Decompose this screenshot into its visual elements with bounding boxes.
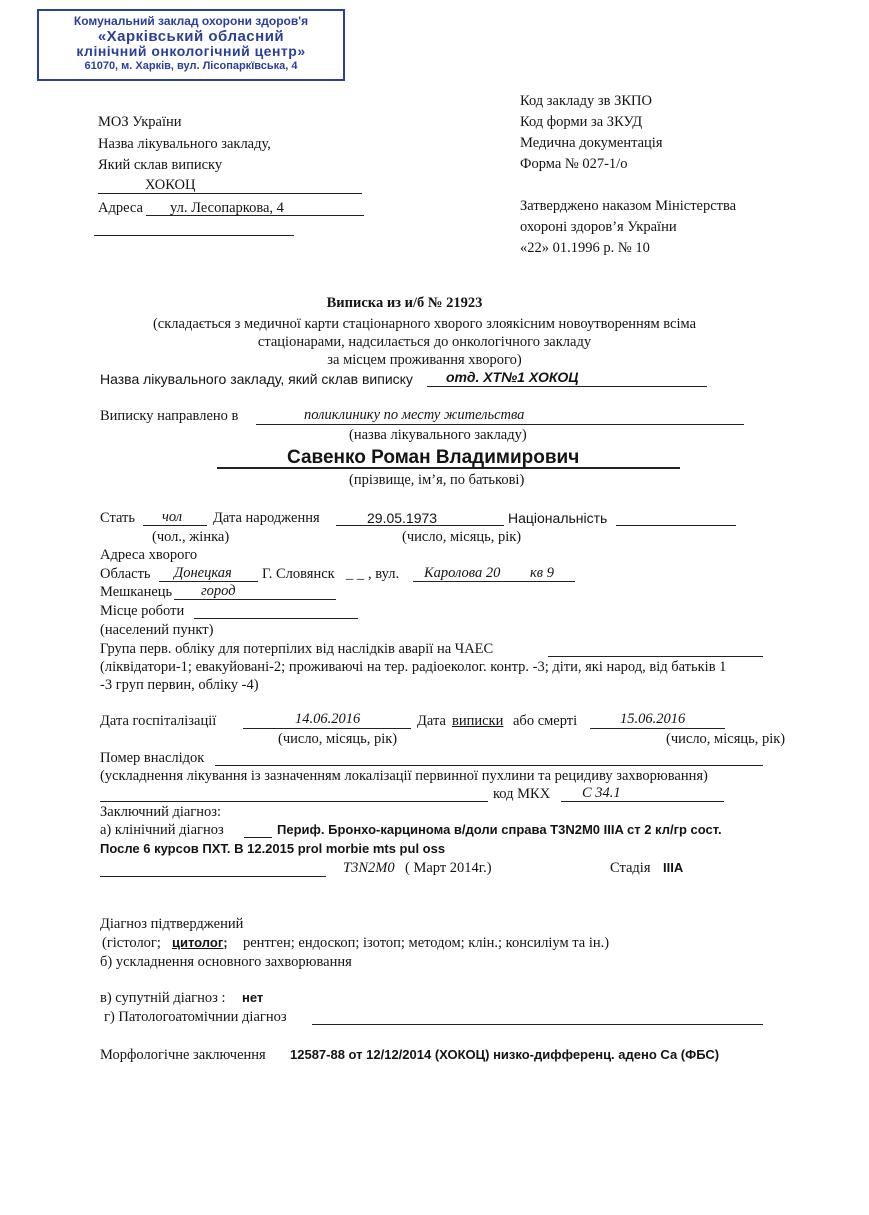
medical-docs-label: Медична документація (520, 135, 663, 151)
region-value: Донецкая (174, 565, 232, 581)
nationality-underline (616, 525, 736, 526)
stamp-line-2: «Харківський обласний (97, 28, 285, 45)
blank-line (94, 235, 294, 236)
stamp-line-4: 61070, м. Харків, вул. Лісопаркївська, 4 (84, 60, 298, 72)
institution-label: Назва лікувального закладу, (98, 136, 271, 152)
methods-histolog: (гістолог; (102, 935, 161, 951)
work-underline (194, 618, 358, 619)
zkpo-code-label: Код закладу зв ЗКПО (520, 93, 652, 109)
sent-to-value: поликлинику по месту жительства (304, 407, 525, 423)
patient-name-caption: (прізвище, ім’я, по батькові) (349, 472, 525, 488)
stamp-line-1: Комунальний заклад охорони здоров'я (73, 14, 309, 28)
dob-value: 29.05.1973 (367, 510, 438, 526)
chernobyl-caption-2: -3 груп первин, обліку -4) (100, 677, 259, 693)
morphology-value: 12587-88 от 12/12/2014 (ХОКОЦ) низко-дифференц. адено Са (ФБС) (290, 1047, 720, 1062)
approved-line-1: Затверджено наказом Міністерства (520, 198, 737, 214)
discharge-underline (590, 728, 725, 729)
diagnosis-heading: Заключний діагноз: (100, 804, 222, 820)
clinical-value-2: После 6 курсов ПХТ. В 12.2015 prol morbie mts pul oss (100, 841, 446, 856)
sex-value: чол (162, 509, 183, 525)
concomitant-label: в) супутній діагноз : (100, 990, 226, 1006)
admission-value: 14.06.2016 (295, 711, 361, 727)
city-dash: _ _ (346, 566, 365, 582)
title-subline-1: (складається з медичної карти стаціонарного хворого злоякісним новоутворенням всіма (152, 316, 697, 332)
sent-to-label: Виписку направлено в (100, 408, 239, 424)
discharge-label-b: виписки (452, 713, 504, 729)
ministry-label: МОЗ України (98, 114, 182, 130)
work-label: Місце роботи (100, 603, 185, 619)
institution-stamp (37, 9, 345, 81)
chernobyl-underline (548, 656, 763, 657)
document-title: Виписка из и/б № 21923 (326, 295, 483, 311)
address-label: Адреса (98, 200, 143, 216)
tnm-value: T3N2M0 (343, 860, 395, 876)
discharge-label-a: Дата (417, 713, 446, 729)
compiler-label: Який склав виписку (98, 157, 223, 173)
street-value: Каролова 20 (424, 565, 501, 581)
sent-to-underline (256, 424, 744, 425)
admission-label: Дата госпіталізації (100, 713, 217, 729)
discharge-label-c: або смерті (513, 713, 578, 729)
death-label: Помер внаслідок (100, 750, 205, 766)
institution-value: ХОКОЦ (145, 177, 196, 193)
locality-caption: (населений пункт) (100, 622, 214, 638)
resident-value: город (201, 583, 236, 599)
admission-caption: (число, місяць, рік) (278, 731, 398, 747)
admission-underline (243, 728, 411, 729)
death-underline (215, 765, 763, 766)
sent-to-caption: (назва лікувального закладу) (349, 427, 527, 443)
confirmed-label: Діагноз підтверджений (100, 916, 244, 932)
chernobyl-caption-1: (ліквідатори-1; евакуйовані-2; проживаючі на тер. радіоеколог. контр. -3; діти, які народ, від батьків 1 (100, 659, 727, 675)
clinical-underline (244, 837, 272, 838)
tnm-underline (100, 876, 326, 877)
discharge-value: 15.06.2016 (620, 711, 686, 727)
compiler-name-value: отд. ХТ№1 ХОКОЦ (446, 369, 579, 385)
nationality-label: Національність (508, 510, 608, 526)
tnm-date: ( Март 2014г.) (405, 860, 492, 876)
dob-label: Дата народження (213, 510, 320, 526)
pathology-label: г) Патологоатомічнии діагноз (104, 1009, 287, 1025)
mkb-label: код МКХ (493, 786, 551, 802)
compiler-name-label: Назва лікувального закладу, який склав виписку (100, 371, 413, 387)
title-subline-2: стаціонарами, надсилається до онкологічного закладу (257, 334, 592, 350)
chernobyl-label: Група перв. обліку для потерпілих від наслідків аварії на ЧАЕС (100, 641, 494, 657)
discharge-caption: (число, місяць, рік) (666, 731, 786, 747)
institution-underline (98, 193, 362, 194)
clinical-label: а) клінічний діагноз (100, 822, 224, 838)
stamp-line-3: клінічний онкологічний центр» (76, 43, 306, 59)
methods-other: рентген; ендоскоп; ізотоп; методом; клін.; консиліум та ін.) (243, 935, 610, 951)
patient-name: Савенко Роман Владимирович (287, 447, 580, 468)
clinical-value-1: Периф. Бронхо-карцинома в/доли справа T3N2M0 IIIA ст 2 кл/гр сост. (277, 822, 722, 837)
methods-cytolog: цитолог; (172, 935, 228, 950)
sex-caption: (чол., жінка) (152, 529, 230, 545)
death-underline-2 (100, 801, 488, 802)
stage-label: Стадія (610, 860, 651, 876)
form-number: Форма № 027-1/о (520, 156, 628, 172)
approved-line-3: «22» 01.1996 р. № 10 (520, 240, 650, 256)
address-heading: Адреса хворого (100, 547, 198, 563)
complications-label: б) ускладнення основного захворювання (100, 954, 352, 970)
region-label: Область (100, 566, 151, 582)
compiler-name-underline (427, 386, 707, 387)
sex-label: Стать (100, 510, 136, 526)
concomitant-value: нет (242, 990, 264, 1005)
stage-value: IIIA (663, 860, 684, 875)
approved-line-2: охороні здоров’я України (520, 219, 677, 235)
street-label: , вул. (368, 566, 400, 582)
resident-label: Мешканець (100, 584, 173, 600)
death-caption: (ускладнення лікування із зазначенням локалізації первинної пухлини та рецидиву захворювання) (100, 768, 708, 784)
pathology-underline (312, 1024, 763, 1025)
zkud-code-label: Код форми за ЗКУД (520, 114, 643, 130)
apartment-value: кв 9 (530, 565, 554, 581)
city-value: Г. Словянск (262, 566, 335, 582)
mkb-value: С 34.1 (582, 785, 621, 801)
resident-underline (174, 599, 336, 600)
morphology-label: Морфологічне заключення (100, 1047, 266, 1063)
title-subline-3: за місцем проживання хворого) (327, 352, 522, 368)
address-value: ул. Лесопаркова, 4 (170, 200, 284, 216)
dob-caption: (число, місяць, рік) (402, 529, 522, 545)
